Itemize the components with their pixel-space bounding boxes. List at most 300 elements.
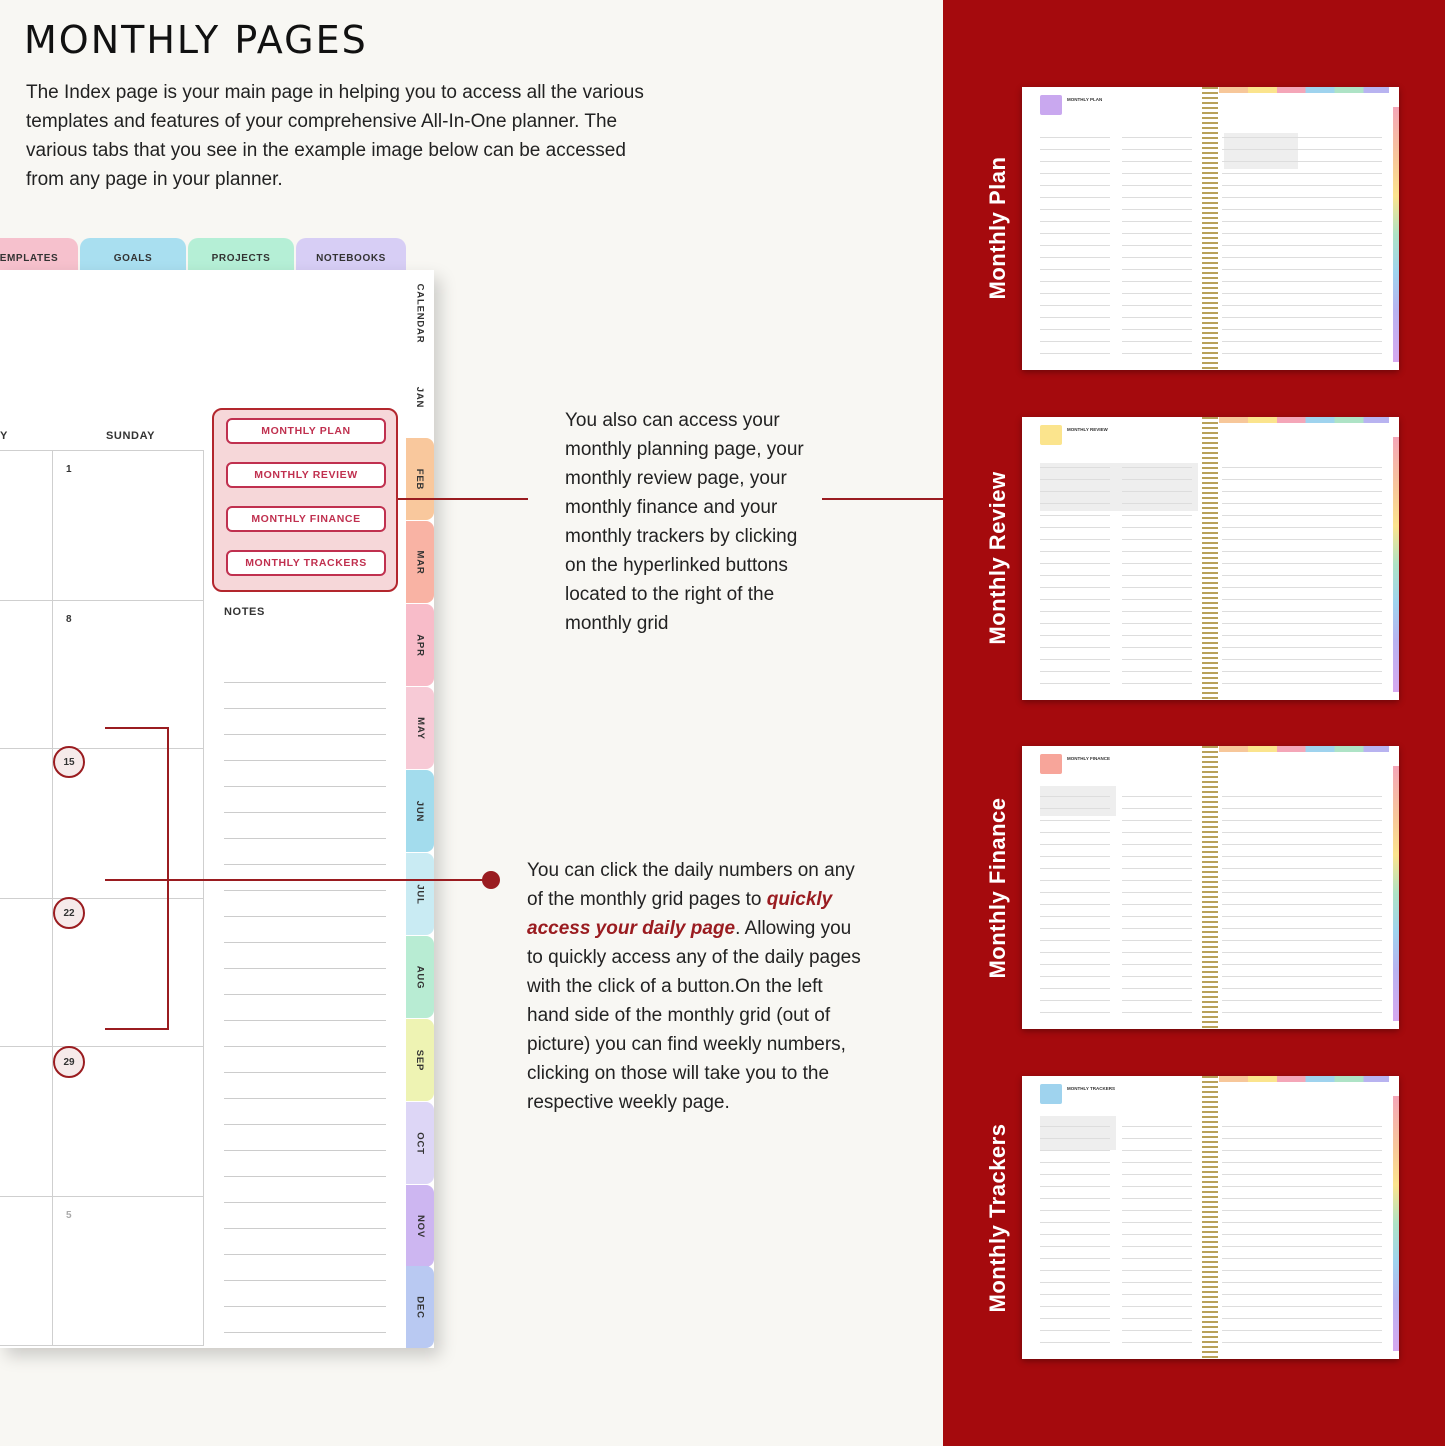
thumb-tabs	[1219, 87, 1389, 93]
thumb-rule	[1040, 988, 1110, 989]
callout-line: You also can access your	[565, 410, 780, 431]
thumb-rule	[1040, 1234, 1110, 1235]
thumb-rule	[1040, 635, 1110, 636]
thumb-rule	[1040, 1318, 1110, 1319]
tab-label: SEP	[414, 1049, 426, 1071]
label-monthly-trackers: Monthly Trackers	[985, 1123, 1010, 1313]
thumb-rule	[1040, 281, 1110, 282]
thumb-rule	[1040, 820, 1110, 821]
thumb-rule	[1222, 587, 1382, 588]
thumb-rule	[1040, 221, 1110, 222]
thumb-box	[1040, 786, 1116, 816]
tab-label: JUL	[414, 883, 426, 905]
thumb-rule	[1122, 161, 1192, 162]
thumb-rule	[1040, 1306, 1110, 1307]
thumb-rule	[1222, 551, 1382, 552]
thumb-rule	[1122, 1318, 1192, 1319]
thumb-rule	[1122, 683, 1192, 684]
notes-rule	[224, 1046, 386, 1047]
thumb-rule	[1040, 964, 1110, 965]
thumb-rule	[1222, 647, 1382, 648]
thumb-rule	[1122, 1186, 1192, 1187]
thumb-tabs	[1219, 746, 1389, 752]
thumb-rule	[1122, 587, 1192, 588]
monthly-finance-button[interactable]: MONTHLY FINANCE	[226, 506, 386, 532]
thumb-rule	[1222, 479, 1382, 480]
grid-divider	[0, 748, 204, 749]
callout-emphasis: quickly	[766, 889, 833, 910]
tab-nov[interactable]	[406, 1185, 434, 1267]
thumb-rule	[1040, 1282, 1110, 1283]
tab-label: MAR	[414, 549, 426, 575]
thumb-rule	[1040, 623, 1110, 624]
notes-label: NOTES	[224, 606, 265, 618]
thumb-rule	[1222, 868, 1382, 869]
tab-templates[interactable]: EMPLATES	[0, 238, 78, 278]
thumb-rule	[1122, 269, 1192, 270]
thumb-rule	[1222, 952, 1382, 953]
thumb-rule	[1222, 257, 1382, 258]
thumb-rule	[1222, 281, 1382, 282]
day-number[interactable]: 5	[66, 1210, 72, 1221]
thumb-rule	[1040, 245, 1110, 246]
thumb-badge	[1040, 1084, 1062, 1104]
notes-rule	[224, 1202, 386, 1203]
tab-oct[interactable]	[406, 1102, 434, 1184]
thumb-spiral	[1202, 746, 1218, 1029]
thumb-rule	[1040, 209, 1110, 210]
tab-label: OCT	[414, 1131, 426, 1155]
thumb-rule	[1040, 952, 1110, 953]
tab-label: JAN	[414, 386, 426, 408]
label-monthly-review: Monthly Review	[985, 471, 1010, 645]
intro-line: templates and features of your comprehensive All-In-One planner. The	[26, 111, 618, 132]
thumb-colorbar	[1393, 107, 1399, 362]
thumb-rule	[1122, 1306, 1192, 1307]
thumb-rule	[1122, 575, 1192, 576]
tab-feb[interactable]	[406, 438, 434, 520]
tab-projects[interactable]: PROJECTS	[188, 238, 294, 278]
thumb-rule	[1122, 479, 1192, 480]
thumb-rule	[1040, 659, 1110, 660]
thumb-rule	[1122, 1000, 1192, 1001]
thumb-rule	[1222, 467, 1382, 468]
notes-rule	[224, 864, 386, 865]
thumb-rule	[1122, 329, 1192, 330]
thumb-rule	[1122, 1246, 1192, 1247]
thumb-rule	[1222, 305, 1382, 306]
thumb-rule	[1040, 796, 1110, 797]
tab-mar[interactable]	[406, 521, 434, 603]
grid-divider	[0, 1345, 204, 1346]
thumb-badge	[1040, 754, 1062, 774]
thumb-rule	[1040, 317, 1110, 318]
intro-line: various tabs that you see in the example image below can be accessed	[26, 140, 626, 161]
notes-rule	[224, 760, 386, 761]
thumb-rule	[1122, 539, 1192, 540]
thumb-rule	[1122, 305, 1192, 306]
tab-apr[interactable]	[406, 604, 434, 686]
thumb-rule	[1122, 551, 1192, 552]
notes-rule	[224, 1150, 386, 1151]
thumb-rule	[1222, 527, 1382, 528]
thumb-rule	[1040, 305, 1110, 306]
thumb-rule	[1222, 1282, 1382, 1283]
thumb-rule	[1122, 221, 1192, 222]
callout-line: You can click the daily numbers on any	[527, 860, 855, 881]
notes-rule	[224, 734, 386, 735]
notes-rule	[224, 708, 386, 709]
thumb-rule	[1122, 623, 1192, 624]
thumb-rule	[1222, 611, 1382, 612]
thumb-rule	[1040, 503, 1110, 504]
thumb-rule	[1040, 880, 1110, 881]
thumb-rule	[1040, 1222, 1110, 1223]
label-monthly-plan: Monthly Plan	[985, 156, 1010, 300]
thumb-rule	[1222, 976, 1382, 977]
thumb-rule	[1222, 173, 1382, 174]
callout-line: respective weekly page.	[527, 1092, 730, 1113]
thumb-rule	[1040, 940, 1110, 941]
thumb-rule	[1040, 197, 1110, 198]
thumb-rule	[1040, 868, 1110, 869]
thumb-rule	[1222, 916, 1382, 917]
connector-line	[105, 879, 490, 881]
thumb-rule	[1222, 341, 1382, 342]
thumb-rule	[1222, 185, 1382, 186]
thumb-rule	[1040, 832, 1110, 833]
thumb-rule	[1040, 1162, 1110, 1163]
thumb-rule	[1040, 1270, 1110, 1271]
tab-calendar[interactable]	[406, 272, 434, 354]
thumb-rule	[1122, 293, 1192, 294]
thumb-rule	[1040, 647, 1110, 648]
thumb-rule	[1222, 1306, 1382, 1307]
thumb-rule	[1122, 976, 1192, 977]
thumb-rule	[1122, 197, 1192, 198]
tab-label: NOV	[414, 1214, 426, 1238]
thumb-rule	[1222, 209, 1382, 210]
thumb-rule	[1222, 1246, 1382, 1247]
thumb-rule	[1222, 1150, 1382, 1151]
thumb-rule	[1040, 599, 1110, 600]
thumb-spiral	[1202, 87, 1218, 370]
thumb-rule	[1122, 503, 1192, 504]
notes-rule	[224, 1280, 386, 1281]
thumb-rule	[1040, 257, 1110, 258]
thumb-rule	[1122, 940, 1192, 941]
callout-line: to quickly access any of the daily pages	[527, 947, 861, 968]
thumb-rule	[1122, 1150, 1192, 1151]
thumbnail-monthly-plan	[1022, 87, 1399, 370]
thumb-rule	[1222, 623, 1382, 624]
thumb-rule	[1040, 856, 1110, 857]
thumb-rule	[1222, 539, 1382, 540]
thumb-box	[1224, 133, 1298, 169]
monthly-trackers-button[interactable]: MONTHLY TRACKERS	[226, 550, 386, 576]
callout-text: of the monthly grid pages to	[527, 889, 767, 910]
thumb-rule	[1222, 1258, 1382, 1259]
thumb-rule	[1222, 317, 1382, 318]
thumb-rule	[1122, 1162, 1192, 1163]
monthly-plan-button[interactable]: MONTHLY PLAN	[226, 418, 386, 444]
thumb-rule	[1040, 269, 1110, 270]
thumb-rule	[1040, 1246, 1110, 1247]
grid-divider	[0, 1046, 204, 1047]
thumb-rule	[1222, 293, 1382, 294]
tab-notebooks[interactable]: NOTEBOOKS	[296, 238, 406, 278]
notes-rule	[224, 1306, 386, 1307]
thumb-rule	[1222, 161, 1382, 162]
monthly-review-button[interactable]: MONTHLY REVIEW	[226, 462, 386, 488]
callout-line: monthly finance and your	[565, 497, 778, 518]
thumb-rule	[1122, 209, 1192, 210]
thumb-rule	[1222, 928, 1382, 929]
callout-line: monthly grid	[565, 613, 669, 634]
connector-line	[105, 727, 169, 729]
thumb-rule	[1122, 844, 1192, 845]
thumb-rule	[1222, 904, 1382, 905]
thumb-rule	[1122, 1294, 1192, 1295]
thumb-rule	[1040, 683, 1110, 684]
thumb-rule	[1222, 1000, 1382, 1001]
thumb-rule	[1222, 659, 1382, 660]
day-header-saturday: Y	[0, 430, 8, 442]
thumb-rule	[1040, 1258, 1110, 1259]
planner-sheet	[0, 270, 434, 1348]
thumb-box	[1040, 1116, 1116, 1150]
thumb-rule	[1222, 149, 1382, 150]
notes-rule	[224, 968, 386, 969]
thumb-rule	[1040, 1294, 1110, 1295]
thumb-rule	[1122, 1126, 1192, 1127]
thumb-rule	[1122, 515, 1192, 516]
thumb-rule	[1222, 1138, 1382, 1139]
thumb-rule	[1122, 185, 1192, 186]
callout-line	[527, 914, 927, 943]
thumb-rule	[1122, 892, 1192, 893]
callout-daily-links	[527, 856, 927, 1117]
thumb-rule	[1040, 539, 1110, 540]
day-number-link[interactable]: 22	[53, 897, 85, 929]
notes-rule	[224, 682, 386, 683]
thumb-rule	[1222, 940, 1382, 941]
day-number[interactable]: 8	[66, 614, 72, 625]
thumb-rule	[1040, 1150, 1110, 1151]
thumb-rule	[1040, 233, 1110, 234]
notes-rule	[224, 1332, 386, 1333]
thumb-rule	[1222, 635, 1382, 636]
thumb-rule	[1222, 892, 1382, 893]
notes-rule	[224, 786, 386, 787]
tab-label: AUG	[414, 965, 426, 989]
thumb-rule	[1040, 1138, 1110, 1139]
grid-divider	[0, 1196, 204, 1197]
notes-rule	[224, 1098, 386, 1099]
thumb-rule	[1040, 928, 1110, 929]
thumb-rule	[1222, 856, 1382, 857]
thumb-rule	[1040, 527, 1110, 528]
thumb-rule	[1122, 527, 1192, 528]
thumb-rule	[1040, 479, 1110, 480]
thumb-rule	[1222, 1186, 1382, 1187]
thumb-rule	[1222, 1294, 1382, 1295]
tab-aug[interactable]	[406, 936, 434, 1018]
thumb-rule	[1040, 808, 1110, 809]
notes-rule	[224, 1124, 386, 1125]
notes-rule	[224, 838, 386, 839]
thumb-rule	[1122, 353, 1192, 354]
thumb-rule	[1040, 671, 1110, 672]
thumb-rule	[1122, 1012, 1192, 1013]
callout-line	[527, 885, 927, 914]
thumb-title: MONTHLY TRACKERS	[1067, 1086, 1116, 1091]
thumb-rule	[1122, 173, 1192, 174]
thumb-rule	[1122, 1330, 1192, 1331]
thumb-rule	[1222, 1126, 1382, 1127]
label-monthly-finance: Monthly Finance	[985, 797, 1010, 979]
connector-dot	[482, 871, 500, 889]
thumb-rule	[1222, 988, 1382, 989]
thumb-rule	[1040, 149, 1110, 150]
thumb-rule	[1122, 1138, 1192, 1139]
thumb-rule	[1040, 844, 1110, 845]
notes-rule	[224, 1254, 386, 1255]
notes-rule	[224, 916, 386, 917]
thumb-rule	[1122, 1174, 1192, 1175]
notes-rule	[224, 1072, 386, 1073]
tab-dec[interactable]	[406, 1266, 434, 1348]
thumb-rule	[1222, 796, 1382, 797]
thumb-rule	[1040, 563, 1110, 564]
thumb-rule	[1122, 257, 1192, 258]
day-number-link[interactable]: 15	[53, 746, 85, 778]
tab-sep[interactable]	[406, 1019, 434, 1101]
thumb-rule	[1040, 1012, 1110, 1013]
notes-rule	[224, 1176, 386, 1177]
tab-label: APR	[414, 633, 426, 657]
thumb-rule	[1040, 1342, 1110, 1343]
thumb-rule	[1122, 952, 1192, 953]
connector-line	[167, 727, 169, 1029]
thumb-rule	[1040, 916, 1110, 917]
thumb-badge	[1040, 425, 1062, 445]
thumb-rule	[1222, 671, 1382, 672]
thumb-rule	[1222, 353, 1382, 354]
thumb-rule	[1122, 820, 1192, 821]
thumb-rule	[1040, 185, 1110, 186]
thumb-rule	[1222, 197, 1382, 198]
thumb-spiral	[1202, 1076, 1218, 1359]
notes-rule	[224, 1020, 386, 1021]
notes-rule	[224, 942, 386, 943]
thumb-rule	[1040, 515, 1110, 516]
thumb-rule	[1040, 892, 1110, 893]
callout-monthly-links	[565, 406, 855, 638]
thumb-rule	[1222, 575, 1382, 576]
thumb-rule	[1040, 161, 1110, 162]
callout-line: monthly trackers by clicking	[565, 526, 798, 547]
intro-line: from any page in your planner.	[26, 169, 283, 190]
thumb-title: MONTHLY PLAN	[1067, 97, 1103, 102]
thumb-rule	[1040, 173, 1110, 174]
thumb-rule	[1222, 1210, 1382, 1211]
thumb-rule	[1040, 1126, 1110, 1127]
thumb-rule	[1122, 880, 1192, 881]
thumb-rule	[1222, 880, 1382, 881]
thumb-rule	[1122, 599, 1192, 600]
thumb-rule	[1222, 515, 1382, 516]
thumb-colorbar	[1393, 766, 1399, 1021]
thumb-rule	[1222, 137, 1382, 138]
thumb-rule	[1222, 1222, 1382, 1223]
thumb-rule	[1222, 844, 1382, 845]
intro-line: The Index page is your main page in helping you to access all the various	[26, 82, 644, 103]
tab-label: JUN	[414, 800, 426, 822]
thumb-rule	[1040, 1330, 1110, 1331]
thumb-rule	[1122, 233, 1192, 234]
grid-divider	[0, 600, 204, 601]
thumb-rule	[1122, 137, 1192, 138]
thumb-rule	[1122, 317, 1192, 318]
thumb-rule	[1122, 796, 1192, 797]
day-number[interactable]: 1	[66, 464, 72, 475]
thumb-rule	[1122, 988, 1192, 989]
thumb-rule	[1222, 233, 1382, 234]
thumb-title: MONTHLY REVIEW	[1067, 427, 1108, 432]
thumb-rule	[1040, 551, 1110, 552]
thumb-rule	[1222, 599, 1382, 600]
thumb-rule	[1222, 1012, 1382, 1013]
thumb-rule	[1040, 467, 1110, 468]
callout-line: picture) you can find weekly numbers,	[527, 1034, 846, 1055]
thumb-rule	[1122, 647, 1192, 648]
thumb-rule	[1122, 856, 1192, 857]
thumb-rule	[1122, 659, 1192, 660]
thumb-rule	[1122, 1198, 1192, 1199]
thumb-rule	[1122, 1210, 1192, 1211]
day-number-link[interactable]: 29	[53, 1046, 85, 1078]
thumb-rule	[1222, 503, 1382, 504]
callout-text: . Allowing you	[735, 918, 852, 939]
thumb-rule	[1040, 976, 1110, 977]
thumb-rule	[1040, 904, 1110, 905]
tab-jul[interactable]	[406, 853, 434, 935]
thumb-rule	[1222, 1330, 1382, 1331]
callout-line: located to the right of the	[565, 584, 775, 605]
thumb-title: MONTHLY FINANCE	[1067, 756, 1111, 761]
thumb-rule	[1222, 1342, 1382, 1343]
tab-may[interactable]	[406, 687, 434, 769]
thumb-rule	[1222, 245, 1382, 246]
connector-line	[105, 1028, 169, 1030]
tab-jan[interactable]	[406, 356, 434, 438]
thumb-rule	[1122, 1282, 1192, 1283]
day-header-sunday: SUNDAY	[106, 430, 156, 442]
thumb-rule	[1040, 293, 1110, 294]
tab-jun[interactable]	[406, 770, 434, 852]
thumb-rule	[1222, 1270, 1382, 1271]
tab-goals[interactable]: GOALS	[80, 238, 186, 278]
thumb-rule	[1122, 635, 1192, 636]
intro-paragraph	[26, 78, 676, 194]
thumb-rule	[1222, 832, 1382, 833]
thumb-rule	[1040, 341, 1110, 342]
thumb-rule	[1222, 269, 1382, 270]
thumb-rule	[1040, 575, 1110, 576]
thumb-rule	[1222, 820, 1382, 821]
grid-divider	[0, 450, 204, 451]
